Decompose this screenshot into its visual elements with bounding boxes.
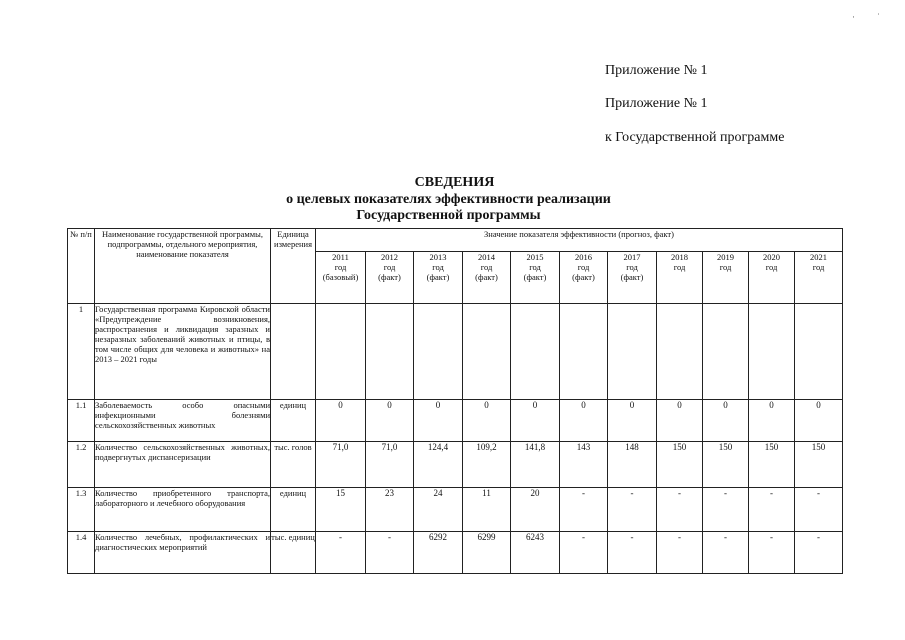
- indicator-name: Количество приобретенного транспорта, лабораторного и лечебного оборудования: [95, 488, 271, 532]
- year-header-year: 2015: [526, 252, 544, 262]
- col-header-values: Значение показателя эффективности (прогноз, факт): [316, 229, 843, 252]
- indicator-name: Государственная программа Кировской области «Предупреждение возникновения, распространения и ликвидация заразных и незаразных заболеваний животных и птицы, в том числе общих для человека и животных» на 2013 – 2021 годы: [95, 304, 271, 400]
- indicator-value: 0: [657, 400, 703, 442]
- year-header: [608, 252, 657, 304]
- year-header: [366, 252, 414, 304]
- year-header: [795, 252, 843, 304]
- table-row: [68, 304, 843, 400]
- col-header-name: Наименование государственной программы, подпрограммы, отдельного мероприятия, наименование показателя: [95, 229, 271, 304]
- indicator-value: 124,4: [414, 442, 463, 488]
- unit-of-measure: единиц: [271, 400, 316, 442]
- year-header-line3: (факт): [426, 272, 450, 282]
- col-header-num: № п/п: [68, 229, 95, 304]
- indicator-value: [657, 304, 703, 400]
- document-title: СВЕДЕНИЯ: [414, 175, 495, 190]
- indicator-value: -: [560, 488, 608, 532]
- indicator-value: 109,2: [463, 442, 511, 488]
- year-header-line2: год: [334, 262, 347, 272]
- year-header: [703, 252, 749, 304]
- indicator-value: -: [795, 532, 843, 574]
- indicator-value: [608, 304, 657, 400]
- document-subtitle-2: Государственной программы: [356, 208, 541, 223]
- indicator-value: 150: [703, 442, 749, 488]
- year-header-line3: (факт): [378, 272, 401, 282]
- indicator-name: Количество сельскохозяйственных животных, подвергнутых диспансеризации: [95, 442, 271, 488]
- indicator-value: 0: [366, 400, 414, 442]
- indicator-value: -: [703, 488, 749, 532]
- indicators-table: [67, 228, 843, 574]
- year-header-line3: (базовый): [322, 272, 359, 282]
- appendix-line-3: к Государственной программе: [605, 130, 785, 145]
- year-header-line2: год: [719, 262, 732, 272]
- document-subtitle: о целевых показателях эффективности реализации: [286, 192, 611, 207]
- indicator-value: 23: [366, 488, 414, 532]
- indicator-value: 0: [511, 400, 560, 442]
- unit-of-measure: единиц: [271, 488, 316, 532]
- indicator-value: -: [795, 488, 843, 532]
- indicator-value: 6292: [414, 532, 463, 574]
- indicator-value: [795, 304, 843, 400]
- indicator-value: 6299: [463, 532, 511, 574]
- year-header: [749, 252, 795, 304]
- indicator-value: [560, 304, 608, 400]
- year-header: [657, 252, 703, 304]
- indicator-value: 24: [414, 488, 463, 532]
- indicator-value: 0: [749, 400, 795, 442]
- year-header-year: 2020: [763, 252, 780, 262]
- scan-mark: ·: [852, 12, 855, 22]
- year-header-line3: (факт): [523, 272, 547, 282]
- scan-mark: ˙: [877, 12, 880, 22]
- year-header-line3: (факт): [475, 272, 498, 282]
- year-header-line2: год: [812, 262, 825, 272]
- year-header-year: 2017: [623, 252, 641, 262]
- year-header-line2: год: [765, 262, 778, 272]
- year-header-year: 2021: [810, 252, 827, 262]
- indicator-value: 0: [608, 400, 657, 442]
- indicator-name: Количество лечебных, профилактических и диагностических мероприятий: [95, 532, 271, 574]
- indicator-value: -: [749, 488, 795, 532]
- year-header: [463, 252, 511, 304]
- year-header-line2: год: [673, 262, 686, 272]
- row-number: 1.1: [68, 400, 95, 442]
- appendix-line-2: Приложение № 1: [605, 96, 708, 111]
- unit-of-measure: [271, 304, 316, 400]
- row-number: 1.4: [68, 532, 95, 574]
- indicator-value: -: [608, 532, 657, 574]
- indicator-value: 71,0: [366, 442, 414, 488]
- indicator-value: -: [749, 532, 795, 574]
- indicator-value: 141,8: [511, 442, 560, 488]
- indicator-value: 0: [795, 400, 843, 442]
- col-header-unit: Единица измерения: [271, 229, 316, 304]
- indicator-value: -: [703, 532, 749, 574]
- year-header-line2: год: [577, 262, 590, 272]
- indicator-value: [414, 304, 463, 400]
- indicator-value: 20: [511, 488, 560, 532]
- indicator-value: -: [316, 532, 366, 574]
- indicator-value: 0: [414, 400, 463, 442]
- row-number: 1.3: [68, 488, 95, 532]
- indicator-value: 148: [608, 442, 657, 488]
- indicator-value: [463, 304, 511, 400]
- indicator-value: -: [657, 532, 703, 574]
- indicator-value: 150: [749, 442, 795, 488]
- year-header-year: 2014: [478, 252, 495, 262]
- indicator-value: 15: [316, 488, 366, 532]
- year-header-year: 2018: [671, 252, 688, 262]
- year-header-line2: год: [383, 262, 396, 272]
- year-header-year: 2012: [381, 252, 398, 262]
- year-header-year: 2016: [575, 252, 592, 262]
- indicator-value: -: [657, 488, 703, 532]
- year-header-line2: год: [529, 262, 541, 272]
- year-header-line3: (факт): [572, 272, 595, 282]
- appendix-line-1: Приложение № 1: [605, 63, 708, 78]
- indicator-value: -: [560, 532, 608, 574]
- year-header-line2: год: [480, 262, 493, 272]
- year-header-line3: (факт): [620, 272, 644, 282]
- year-header: [511, 252, 560, 304]
- indicator-value: [316, 304, 366, 400]
- indicator-value: [366, 304, 414, 400]
- year-header-line2: год: [626, 262, 638, 272]
- indicator-value: 150: [795, 442, 843, 488]
- table-row: [68, 400, 843, 442]
- indicator-value: 71,0: [316, 442, 366, 488]
- indicator-value: 150: [657, 442, 703, 488]
- indicator-value: 0: [703, 400, 749, 442]
- row-number: 1.2: [68, 442, 95, 488]
- indicator-value: -: [366, 532, 414, 574]
- table-row: [68, 488, 843, 532]
- year-header-year: 2019: [717, 252, 734, 262]
- indicator-value: [511, 304, 560, 400]
- indicator-value: [703, 304, 749, 400]
- indicator-value: 11: [463, 488, 511, 532]
- table-row: [68, 442, 843, 488]
- indicator-value: -: [608, 488, 657, 532]
- year-header-year: 2011: [332, 252, 349, 262]
- indicator-value: 6243: [511, 532, 560, 574]
- indicator-value: 0: [560, 400, 608, 442]
- indicator-value: 0: [316, 400, 366, 442]
- indicator-value: [749, 304, 795, 400]
- unit-of-measure: тыс. голов: [271, 442, 316, 488]
- row-number: 1: [68, 304, 95, 400]
- indicator-value: 143: [560, 442, 608, 488]
- indicator-name: Заболеваемость особо опасными инфекционными болезнями сельскохозяйственных животных: [95, 400, 271, 442]
- year-header: [316, 252, 366, 304]
- unit-of-measure: тыс. единиц: [271, 532, 316, 574]
- table-row: [68, 532, 843, 574]
- indicator-value: 0: [463, 400, 511, 442]
- year-header: [414, 252, 463, 304]
- year-header-line2: год: [432, 262, 444, 272]
- year-header: [560, 252, 608, 304]
- year-header-year: 2013: [429, 252, 447, 262]
